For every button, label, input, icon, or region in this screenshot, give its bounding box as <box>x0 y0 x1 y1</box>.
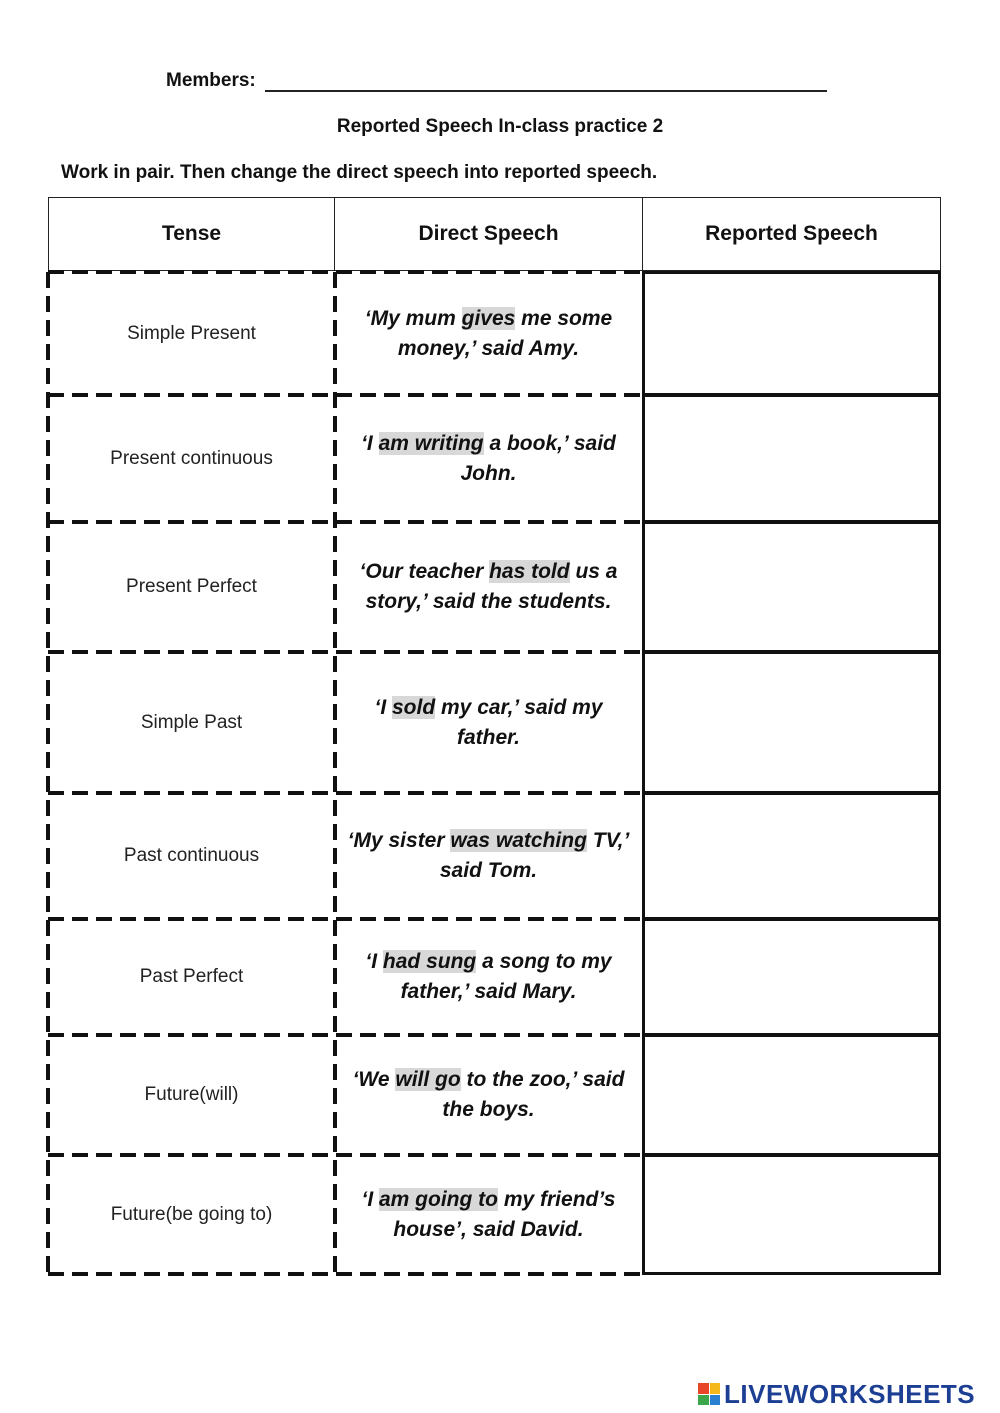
highlighted-verb: gives <box>461 306 516 330</box>
dashed-row-divider <box>48 1033 642 1037</box>
liveworksheets-logo-icon <box>698 1383 720 1405</box>
direct-speech-text <box>345 826 632 886</box>
reported-speech-table <box>48 197 941 1274</box>
direct-speech-after: my car,’ said my father. <box>435 695 603 749</box>
logo-text: LIVEWORKSHEETS <box>724 1378 976 1409</box>
logo-square <box>698 1395 709 1406</box>
logo-square <box>710 1395 721 1406</box>
logo-square <box>698 1383 709 1394</box>
dashed-column-divider <box>46 272 50 1274</box>
direct-speech-after: a book,’ said John. <box>460 431 616 485</box>
highlighted-verb: sold <box>392 695 436 719</box>
direct-speech-before: ‘I <box>361 1187 379 1211</box>
direct-speech-text <box>345 947 632 1007</box>
instruction-text: Work in pair. Then change the direct speech into reported speech. <box>61 162 658 183</box>
tense-cell: Present continuous <box>110 447 273 469</box>
direct-speech-cell <box>335 1035 642 1155</box>
dashed-row-divider <box>48 520 642 524</box>
highlighted-verb: am going to <box>379 1187 498 1211</box>
tense-cell: Future(will) <box>144 1084 239 1105</box>
reported-speech-answer-box[interactable] <box>642 792 941 920</box>
members-label: Members: <box>166 70 256 91</box>
direct-speech-after: to the zoo,’ said the boys. <box>442 1068 625 1121</box>
dashed-row-divider <box>48 1272 642 1276</box>
direct-speech-before: ‘Our teacher <box>359 560 490 583</box>
dashed-row-divider <box>48 1153 642 1157</box>
direct-speech-text <box>345 1065 632 1125</box>
reported-speech-answer-box[interactable] <box>642 521 941 653</box>
reported-speech-answer-box[interactable] <box>642 394 941 523</box>
direct-speech-cell <box>335 1155 642 1274</box>
reported-speech-answer-box[interactable] <box>642 271 941 396</box>
column-header-reported-speech: Reported Speech <box>642 197 941 271</box>
direct-speech-before: ‘My mum <box>364 306 462 330</box>
reported-speech-answer-box[interactable] <box>642 1154 941 1275</box>
direct-speech-cell <box>335 652 642 793</box>
direct-speech-after: TV,’ said Tom. <box>439 829 630 882</box>
tense-cell: Simple Past <box>140 711 243 733</box>
reported-speech-answer-box[interactable] <box>642 918 941 1036</box>
highlighted-verb: had sung <box>382 950 477 973</box>
dashed-row-divider <box>48 393 642 397</box>
direct-speech-before: ‘We <box>352 1068 396 1091</box>
reported-speech-answer-box[interactable] <box>642 651 941 794</box>
highlighted-verb: will go <box>395 1068 461 1091</box>
direct-speech-after: my friend’s house’, said David. <box>393 1187 616 1241</box>
dashed-row-divider <box>48 791 642 795</box>
tense-cell: Future(be going to) <box>110 1203 273 1225</box>
direct-speech-cell <box>335 272 642 395</box>
direct-speech-after: me some money,’ said Amy. <box>397 306 613 360</box>
highlighted-verb: has told <box>489 560 570 583</box>
dashed-column-divider <box>333 272 337 1274</box>
direct-speech-after: us a story,’ said the students. <box>365 560 618 613</box>
direct-speech-text <box>345 429 632 489</box>
highlighted-verb: was watching <box>450 829 587 852</box>
tense-cell: Simple Present <box>127 322 256 344</box>
liveworksheets-logo <box>698 1380 990 1408</box>
direct-speech-before: ‘I <box>361 431 379 455</box>
reported-speech-answer-box[interactable] <box>642 1034 941 1156</box>
dashed-row-divider <box>48 270 642 274</box>
direct-speech-text <box>345 304 632 364</box>
worksheet-title: Reported Speech In-class practice 2 <box>336 116 664 137</box>
tense-cell: Past Perfect <box>139 966 244 987</box>
direct-speech-before: ‘I <box>365 950 383 973</box>
column-header-tense: Tense <box>48 197 335 271</box>
members-field <box>166 70 827 92</box>
direct-speech-cell <box>335 919 642 1035</box>
direct-speech-text <box>345 1185 632 1245</box>
logo-square <box>710 1383 721 1394</box>
members-input-line[interactable] <box>265 70 827 92</box>
tense-cell: Past continuous <box>123 845 260 866</box>
dashed-row-divider <box>48 917 642 921</box>
direct-speech-text <box>345 693 632 753</box>
dashed-row-divider <box>48 650 642 654</box>
direct-speech-after: a song to my father,’ said Mary. <box>400 950 612 1003</box>
tense-cell: Present Perfect <box>126 576 257 597</box>
direct-speech-cell <box>335 522 642 652</box>
direct-speech-cell <box>335 793 642 919</box>
direct-speech-cell <box>335 395 642 522</box>
direct-speech-before: ‘My sister <box>347 829 451 852</box>
highlighted-verb: am writing <box>378 431 484 455</box>
direct-speech-text <box>345 557 632 617</box>
column-header-direct-speech: Direct Speech <box>334 197 643 271</box>
direct-speech-before: ‘I <box>374 695 392 719</box>
